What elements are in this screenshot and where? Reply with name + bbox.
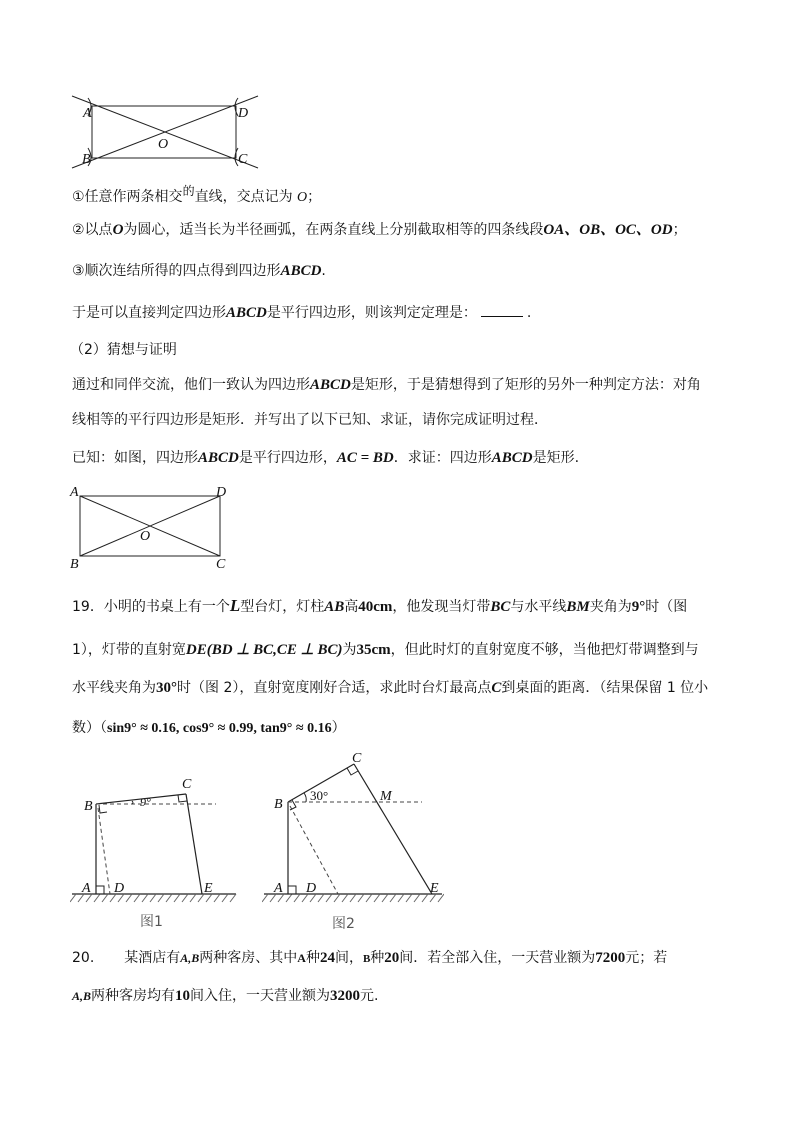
- given-text: 已知：如图，四边形: [72, 450, 198, 466]
- q19-text12: 时（图 2），直射宽度刚好合适，求此时台灯最高点: [177, 680, 492, 696]
- angle-arc: [132, 801, 133, 804]
- ray-ce: [186, 794, 202, 894]
- label-e4: E: [430, 881, 439, 896]
- label-o2: O: [140, 529, 151, 544]
- q19-width: 35cm: [356, 642, 391, 658]
- label-e3: E: [204, 881, 213, 896]
- label-d: D: [238, 106, 249, 121]
- label-a2: A: [70, 485, 79, 500]
- q19-line-1: [72, 596, 687, 617]
- label-d3: D: [114, 881, 125, 896]
- q19-text: 19．小明的书桌上有一个: [72, 599, 230, 615]
- q19-line-3: [72, 678, 708, 698]
- q20-b: B: [362, 953, 371, 965]
- step-1: [72, 184, 322, 208]
- q20-text6: 间．若全部入住，一天营业额为: [399, 950, 596, 966]
- label-d4: D: [306, 881, 317, 896]
- q19-de: DE(BD ⊥ BC,CE ⊥ BC): [185, 642, 343, 658]
- q20-line-2: [72, 986, 378, 1006]
- q19-text8: 1），灯带的直射宽: [72, 642, 186, 658]
- q20-line-1: [72, 948, 667, 969]
- step1-sup: 的: [182, 184, 195, 198]
- q20-revenue1: 7200: [595, 950, 626, 966]
- step1-var: O: [297, 190, 308, 205]
- q19-text9: 为: [342, 642, 357, 658]
- q19-text11: 水平线夹角为: [72, 680, 156, 696]
- q20-text5: 种: [370, 950, 385, 966]
- q19-text2: 型台灯，灯柱: [240, 599, 325, 615]
- figure-parallelogram-abcd: [66, 484, 246, 572]
- figure-lamp-30deg: [262, 752, 444, 932]
- given-condition: AC = BD: [336, 450, 394, 466]
- step2-text2: 为圆心，适当长为半径画弧，在两条直线上分别截取相等的四条线段: [123, 222, 544, 238]
- q19-height: 40cm: [358, 599, 393, 615]
- guess-text2: 是矩形，于是猜想得到了矩形的另外一种判定方法：对角: [350, 377, 701, 393]
- guess-line-1: [72, 375, 701, 395]
- q20-text7: 元；若: [625, 950, 668, 966]
- step3-end: .: [321, 263, 326, 279]
- conclusion-end: .: [526, 305, 532, 321]
- q20-text3: 种: [305, 950, 320, 966]
- caption-fig2: 图2: [332, 916, 355, 932]
- right-angle-a: [96, 886, 104, 894]
- q20-n2: 20: [384, 950, 400, 966]
- q20-text10: 元.: [360, 988, 379, 1004]
- conclusion-text: 于是可以直接判定四边形: [72, 305, 226, 321]
- q19-text10: ，但此时灯的直射宽度不够，当他把灯带调整到与: [390, 642, 699, 658]
- q20-number: 20.: [72, 950, 95, 966]
- q19-text3: 高: [344, 599, 359, 615]
- label-b3: B: [84, 799, 93, 814]
- given-line: [72, 448, 579, 468]
- given-quad: ABCD: [198, 450, 239, 466]
- label-a3: A: [82, 881, 91, 896]
- label-b2: B: [70, 557, 79, 572]
- q19-text13: 到桌面的距离．（结果保留 1 位小: [501, 680, 709, 696]
- q19-text7: 时（图: [645, 599, 688, 615]
- label-b: B: [82, 152, 91, 167]
- conclusion-quad: ABCD: [226, 305, 267, 321]
- label-b4: B: [274, 797, 283, 812]
- q20-ab2: A,B: [72, 989, 92, 1003]
- q19-bc: BC: [490, 599, 511, 615]
- figure-intersecting-lines: [66, 92, 266, 170]
- angle-arc-2: [304, 793, 306, 802]
- step3-quad: ABCD: [280, 263, 322, 279]
- step-2: [72, 220, 687, 240]
- label-c: C: [238, 152, 248, 167]
- q19-angle1: 9°: [631, 599, 646, 615]
- q19-c: C: [491, 680, 502, 696]
- conclusion-text2: 是平行四边形，则该判定定理是：: [266, 305, 477, 321]
- step2-end: ；: [672, 222, 687, 238]
- desk-hatching-2: [262, 894, 444, 902]
- step1-text2: 直线，交点记为: [194, 189, 298, 205]
- ray-bd: [98, 808, 110, 894]
- ray-ce-2: [354, 764, 432, 894]
- answer-blank[interactable]: [481, 304, 523, 317]
- right-angle-c: [178, 795, 187, 802]
- q20-text8: 两种客房均有: [91, 988, 176, 1004]
- q19-bm: BM: [566, 599, 590, 615]
- q20-revenue2: 3200: [330, 988, 361, 1004]
- q20-n1: 24: [319, 950, 335, 966]
- q19-line-2: [72, 640, 699, 660]
- guess-line-2: 线相等的平行四边形是矩形．并写出了以下已知、求证，请你完成证明过程．: [72, 412, 548, 428]
- label-angle-9: 9°: [140, 795, 151, 809]
- label-c3: C: [182, 777, 192, 792]
- q20-text: 某酒店有: [124, 950, 181, 966]
- label-c2: C: [216, 557, 226, 572]
- q19-text6: 夹角为: [589, 599, 632, 615]
- q19-ab: AB: [324, 599, 345, 615]
- q19-text5: 与水平线: [510, 599, 567, 615]
- q20-text4: 间，: [334, 950, 363, 966]
- q19-text15: ）: [331, 720, 346, 736]
- q20-text9: 间入住，一天营业额为: [190, 988, 331, 1004]
- step1-text: ①任意作两条相交: [72, 189, 183, 205]
- q19-trig: sin9° ≈ 0.16, cos9° ≈ 0.99, tan9° ≈ 0.16: [107, 721, 332, 736]
- q20-text2: 两种客房、其中: [199, 950, 298, 966]
- q20-n3: 10: [175, 988, 191, 1004]
- label-a: A: [83, 106, 92, 121]
- label-angle-30: 30°: [310, 788, 329, 803]
- q19-text4: ，他发现当灯带: [392, 599, 491, 615]
- caption-fig1: 图1: [140, 914, 163, 930]
- q20-ab1: A,B: [180, 951, 200, 965]
- label-d2: D: [216, 485, 227, 500]
- label-a4: A: [274, 881, 283, 896]
- conclusion: [72, 303, 531, 323]
- step2-segments: OA、OB、OC、OD: [543, 222, 673, 238]
- part2-heading: （2）猜想与证明: [70, 342, 177, 358]
- given-quad2: ABCD: [491, 450, 533, 466]
- label-c4: C: [352, 752, 362, 766]
- right-angle-b: [99, 805, 107, 813]
- q19-l: L: [229, 596, 241, 615]
- given-text2: 是平行四边形，: [238, 450, 337, 466]
- step-3: [72, 261, 326, 281]
- guess-quad: ABCD: [310, 377, 351, 393]
- label-o: O: [158, 137, 169, 152]
- step2-o: O: [112, 222, 124, 238]
- given-text3: ．求证：四边形: [393, 450, 492, 466]
- q19-angle2: 30°: [156, 680, 177, 696]
- figure-lamp-9deg: [70, 768, 238, 932]
- step3-text: ③顺次连结所得的四点得到四边形: [72, 263, 281, 279]
- right-angle-a-2: [288, 886, 296, 894]
- q20-a: A: [297, 951, 306, 965]
- label-m4: M: [380, 789, 392, 804]
- guess-text: 通过和同伴交流，他们一致认为四边形: [72, 377, 310, 393]
- given-text4: 是矩形.: [532, 450, 580, 466]
- q19-text14: 数）（: [72, 720, 107, 736]
- step2-text: ②以点: [72, 222, 113, 238]
- q19-line-4: [72, 718, 346, 739]
- step1-end: ；: [307, 189, 322, 205]
